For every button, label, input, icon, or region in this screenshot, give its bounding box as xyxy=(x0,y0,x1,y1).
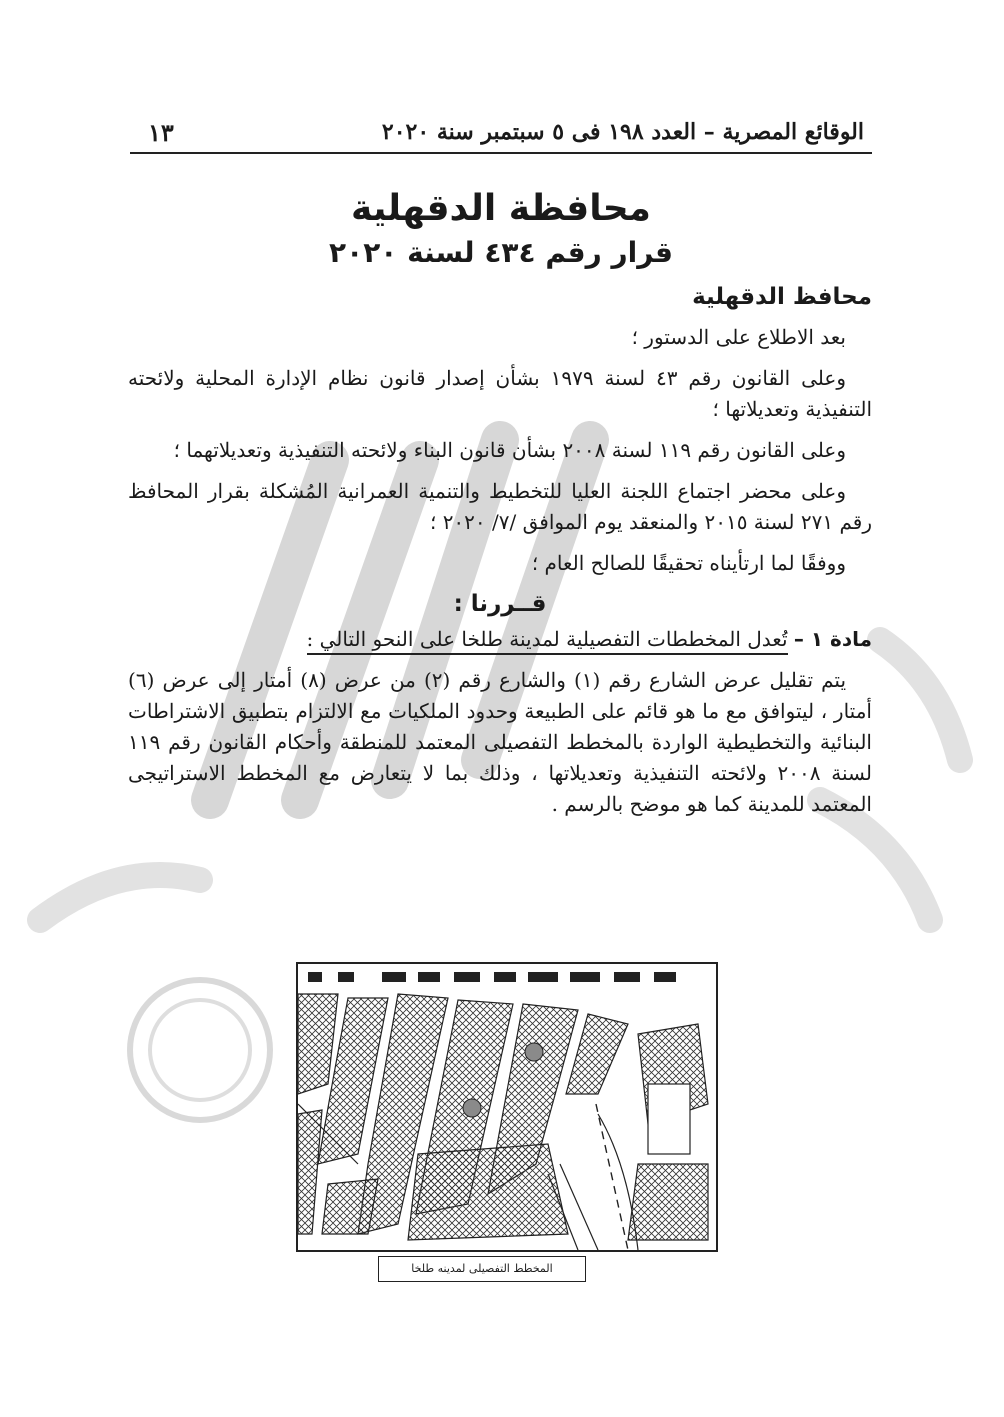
decided-heading: قــررنا : xyxy=(453,591,547,617)
map-open-parcel xyxy=(648,1084,690,1154)
preamble-constitution: بعد الاطلاع على الدستور ؛ xyxy=(631,325,846,349)
article-1-heading xyxy=(128,624,872,655)
governorate-title: محافظة الدقهلية xyxy=(351,188,651,229)
detailed-plan-map xyxy=(296,962,718,1252)
article-1-label: مادة ١ – xyxy=(793,627,872,651)
decree-number: قرار رقم ٤٣٤ لسنة ٢٠٢٠ xyxy=(329,236,673,269)
running-header xyxy=(130,112,872,154)
preamble-building-law: وعلى القانون رقم ١١٩ لسنة ٢٠٠٨ بشأن قانون البناء ولائحته التنفيذية وتعديلاتهما ؛ xyxy=(173,438,846,462)
preamble-public-interest: ووفقًا لما ارتأيناه تحقيقًا للصالح العام ؛ xyxy=(531,551,846,575)
issue-line: الوقائع المصرية – العدد ١٩٨ فى ٥ سبتمبر سنة ٢٠٢٠ xyxy=(381,119,864,145)
governor-label: محافظ الدقهلية xyxy=(692,284,872,310)
article-1-body: يتم تقليل عرض الشارع رقم (١) والشارع رقم (٢) من عرض (٨) أمتار إلى عرض (٦) أمتار ، ليتوافق مع ما هو قائم على الطبيعة وحدود الملكيات مع الالتزام بتطبيق الاشتراطات البنائية والتخطيطية الواردة بالمخطط التفصيلى المعتمد للمنطقة وأحكام القانون رقم ١١٩ لسنة ٢٠٠٨ ولائحته التنفيذية وتعديلاتها ، وذلك بما لا يتعارض مع المخطط الاستراتيجى المعتمد للمدينة كما هو موضح بالرسم . xyxy=(128,668,872,816)
page-number: ١٣ xyxy=(148,117,174,147)
street-2-marker-icon xyxy=(463,1099,481,1117)
preamble-local-admin-law: وعلى القانون رقم ٤٣ لسنة ١٩٧٩ بشأن إصدار قانون نظام الإدارة المحلية ولائحته التنفيذية وتعديلاتها ؛ xyxy=(128,366,872,421)
article-1-title: تُعدل المخططات التفصيلية لمدينة طلخا على النحو التالي : xyxy=(307,627,788,655)
preamble-committee-minutes: وعلى محضر اجتماع اللجنة العليا للتخطيط والتنمية العمرانية المُشكلة بقرار المحافظ رقم ٢٧١ لسنة ٢٠١٥ والمنعقد يوم الموافق /٧/ ٢٠٢٠ ؛ xyxy=(128,479,872,534)
map-drawing xyxy=(298,964,716,1250)
decree-body xyxy=(128,322,872,830)
map-caption: المخطط التفصيلى لمدينه طلخا xyxy=(378,1256,586,1282)
street-1-marker-icon xyxy=(525,1043,543,1061)
